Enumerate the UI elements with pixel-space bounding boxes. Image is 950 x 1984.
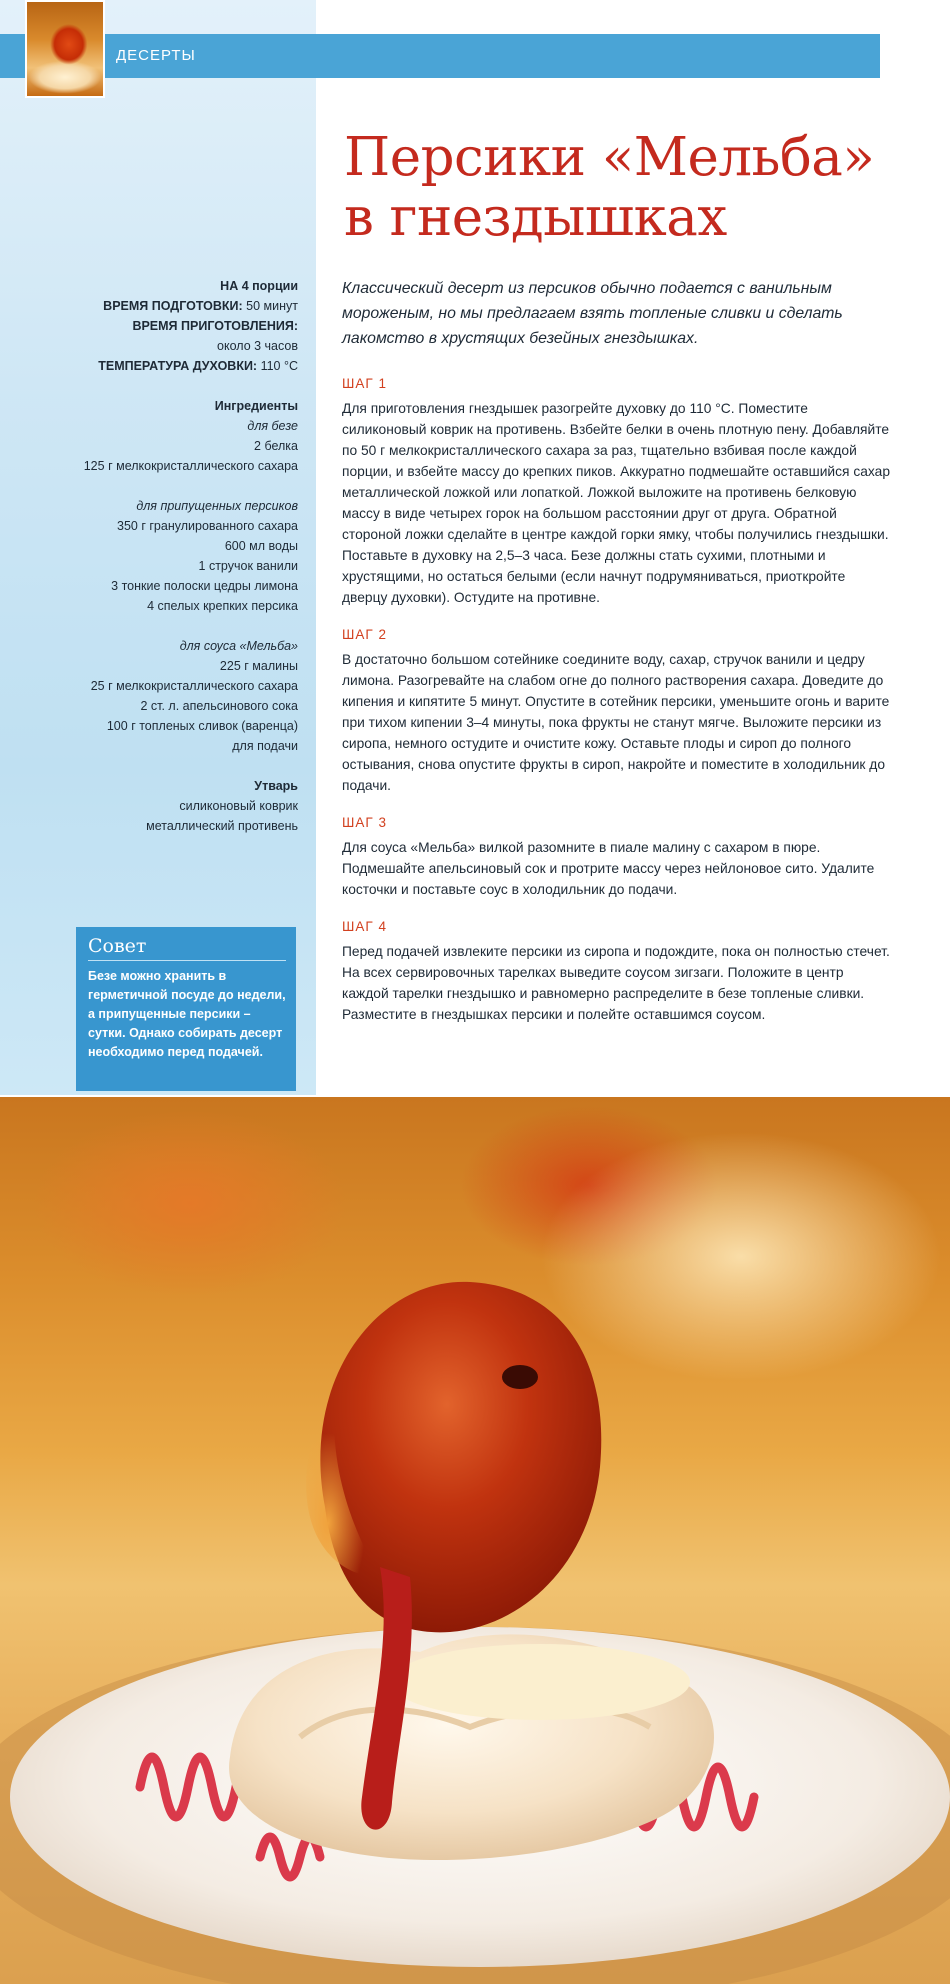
peach — [320, 1282, 601, 1633]
ingredient-item: 4 спелых крепких персика — [147, 599, 298, 613]
oven-temp-label: ТЕМПЕРАТУРА ДУХОВКИ: — [98, 359, 258, 373]
recipe-title-line1: Персики «Мельба» — [344, 127, 875, 188]
ingredient-item: 225 г малины — [219, 659, 298, 673]
oven-temp-value: 110 °C — [257, 359, 298, 373]
ingredient-group-title: для безе — [247, 419, 298, 433]
cream — [390, 1644, 690, 1720]
tip-title: Совет — [88, 935, 286, 961]
ingredient-item: 2 ст. л. апельсинового сока — [140, 699, 298, 713]
ingredients-heading: Ингредиенты — [214, 399, 298, 413]
step-text: Перед подачей извлеките персики из сиропа и подождите, пока он полностью стечет. На всех сервировочных тарелках выведите соусом зигзаги. Положите в центр каждой тарелки гнездышко и равномерно распределите в безе топленые сливки. Разместите в гнездышках персики и полейте оставшимся соусом. — [342, 944, 890, 1022]
dessert-photo — [0, 1097, 950, 1984]
servings: НА 4 порции — [220, 279, 298, 293]
ingredient-item: 125 г мелкокристаллического сахара — [83, 459, 298, 473]
recipe-title — [344, 128, 904, 248]
tip-box — [76, 927, 296, 1091]
ingredient-group-title: для припущенных персиков — [136, 499, 298, 513]
ingredient-item: 600 мл воды — [224, 539, 298, 553]
ingredient-item: 25 г мелкокристаллического сахара — [90, 679, 298, 693]
recipe-content — [342, 276, 890, 1025]
dessert-illustration — [0, 1097, 950, 1984]
step-text: В достаточно большом сотейнике соедините воду, сахар, стручок ванили и цедру лимона. Разогревайте на слабом огне до полного растворения сахара. Доведите до кипения и кипятите 5 минут. Опустите в сотейник персики, уменьшите огонь и варите при тихом кипении 3–4 минуты, пока фрукты не станут мягче. Выложите персики из сиропа, немного остудите и очистите кожу. Оставьте плоды и сироп до полного остывания, снова опустите фрукты в сироп, накройте и поместите в холодильник до подачи. — [342, 652, 890, 793]
oven-temp — [0, 356, 298, 376]
ingredient-item: 3 тонкие полоски цедры лимона — [111, 579, 298, 593]
ingredient-item: 2 белка — [254, 439, 298, 453]
ingredient-item: для подачи — [232, 739, 298, 753]
prep-time-value: 50 минут — [242, 299, 298, 313]
prep-time — [0, 296, 298, 316]
tool-item: металлический противень — [146, 819, 298, 833]
ingredient-item: 350 г гранулированного сахара — [117, 519, 298, 533]
tip-text: Безе можно хранить в герметичной посуде до недели, а припущенные персики – сутки. Однако собирать десерт необходимо перед подачей. — [88, 969, 286, 1059]
cook-time-label: ВРЕМЯ ПРИГОТОВЛЕНИЯ: — [132, 319, 298, 333]
cook-time-value: около 3 часов — [217, 339, 298, 353]
ingredient-group-title: для соуса «Мельба» — [179, 639, 298, 653]
ingredient-item: 1 стручок ванили — [198, 559, 298, 573]
step-text: Для приготовления гнездышек разогрейте духовку до 110 °C. Поместите силиконовый коврик на противень. Взбейте белки в очень плотную пену. Добавляйте по 50 г мелкокристаллического сахара за раз, тщательно взбивая после каждой порции, и взбейте массу до крепких пиков. Аккуратно подмешайте оставшийся сахар металлической ложкой или лопаткой. Ложкой выложите на противень белковую массу в виде четырех горок на большом расстоянии друг от друга. Обратной стороной ложки сделайте в центре каждой горки ямку, чтобы получились гнездышки. Поставьте в духовку на 2,5–3 часа. Безе должны стать сухими, плотными и хрустящими, но остаться белыми (если начнут подрумяниваться, приоткройте дверцу духовки). Остудите на противне. — [342, 401, 891, 605]
prep-time-label: ВРЕМЯ ПОДГОТОВКИ: — [103, 299, 243, 313]
step-label: ШАГ 1 — [342, 376, 387, 391]
step-label: ШАГ 3 — [342, 815, 387, 830]
tool-item: силиконовый коврик — [179, 799, 298, 813]
tools-heading: Утварь — [254, 779, 298, 793]
peach-stem-spot — [502, 1365, 538, 1389]
ingredient-item: 100 г топленых сливок (варенца) — [106, 719, 298, 733]
recipe-meta — [0, 276, 298, 836]
recipe-title-line2: в гнездышках — [344, 187, 727, 248]
step-label: ШАГ 4 — [342, 919, 387, 934]
recipe-intro: Классический десерт из персиков обычно подается с ванильным мороженым, но мы предлагаем взять топленые сливки и сделать лакомство в хрустящих безейных гнездышках. — [342, 280, 843, 347]
step-text: Для соуса «Мельба» вилкой разомните в пиале малину с сахаром в пюре. Подмешайте апельсиновый сок и протрите массу через нейлоновое сито. Удалите косточки и поставьте соус в холодильник до подачи. — [342, 840, 875, 897]
section-label: ДЕСЕРТЫ — [116, 47, 196, 64]
dessert-thumbnail-image — [25, 0, 105, 98]
step-label: ШАГ 2 — [342, 627, 387, 642]
